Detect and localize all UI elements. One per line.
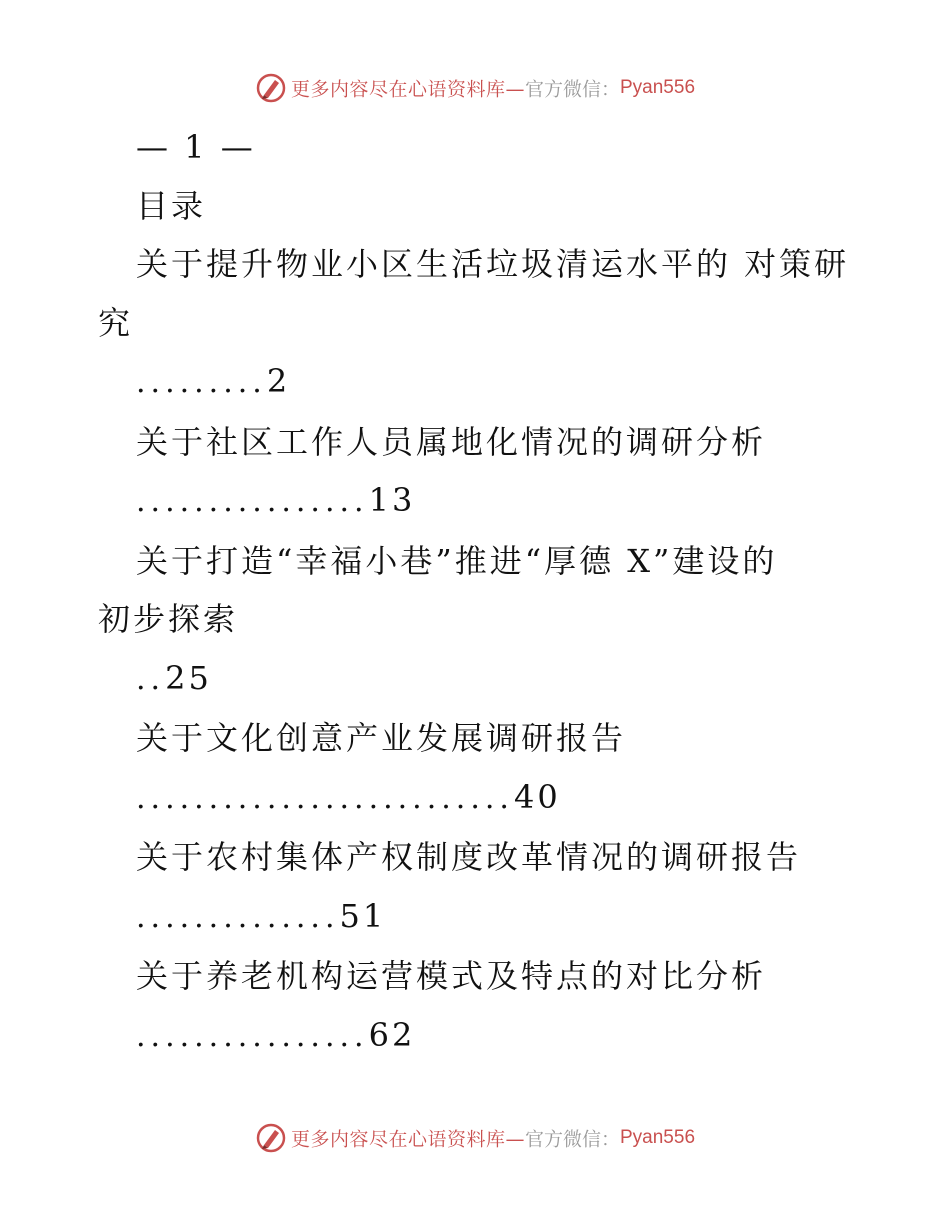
toc-entry-title: 关于文化创意产业发展调研报告 [136,719,627,757]
toc-leader: .............. [136,899,340,935]
toc-page-number: 51 [339,896,387,935]
toc-page-number: 2 [266,362,291,400]
watermark-wechat-label: 官方微信： [524,78,620,101]
toc-page-number: 40 [513,777,561,816]
toc-heading: 目录 [136,186,207,225]
watermark-wechat-id: Pyan556 [620,1127,696,1148]
toc-page-number: 62 [368,1015,416,1054]
watermark-wechat-id: Pyan556 [620,77,696,98]
toc-entry[interactable] [98,413,848,532]
toc-entry-title: 初步探索 [98,600,239,638]
toc-leader: ......... [136,365,267,400]
toc-entry-title: 关于农村集体产权制度改革情况的调研报告 [136,838,802,876]
watermark-text: 更多内容尽在心语资料库— [290,78,525,101]
toc-leader: ................ [136,484,369,519]
toc-entry-title: 关于打造“幸福小巷”推进“厚德 X”建设的 [136,541,778,580]
toc-entry-title: 关于提升物业小区生活垃圾清运水平的 对策研 [136,245,850,283]
toc-page-number: 13 [368,481,416,519]
page-number: — 1 — [136,128,256,166]
watermark-text: 更多内容尽在心语资料库— [290,1128,525,1151]
header-watermark [0,72,950,104]
toc-leader: .. [136,661,166,697]
toc-entry-title: 关于养老机构运营模式及特点的对比分析 [136,957,767,995]
toc-entry[interactable] [98,828,848,947]
toc-content [98,118,848,1066]
toc-entry-title: 关于社区工作人员属地化情况的调研分析 [136,422,767,461]
toc-entry-title: 究 [98,303,134,342]
toc-entry[interactable] [98,709,848,828]
watermark-wechat-label: 官方微信： [524,1128,620,1151]
footer-watermark [0,1122,950,1154]
toc-entry[interactable] [98,235,848,413]
pen-logo-icon [255,72,287,104]
toc-entry[interactable] [98,532,848,710]
pen-logo-icon [255,1122,287,1154]
toc-page-number: 25 [165,658,212,697]
toc-leader: ................ [136,1018,369,1054]
toc-entry[interactable] [98,947,848,1066]
toc-leader: .......................... [136,780,514,816]
